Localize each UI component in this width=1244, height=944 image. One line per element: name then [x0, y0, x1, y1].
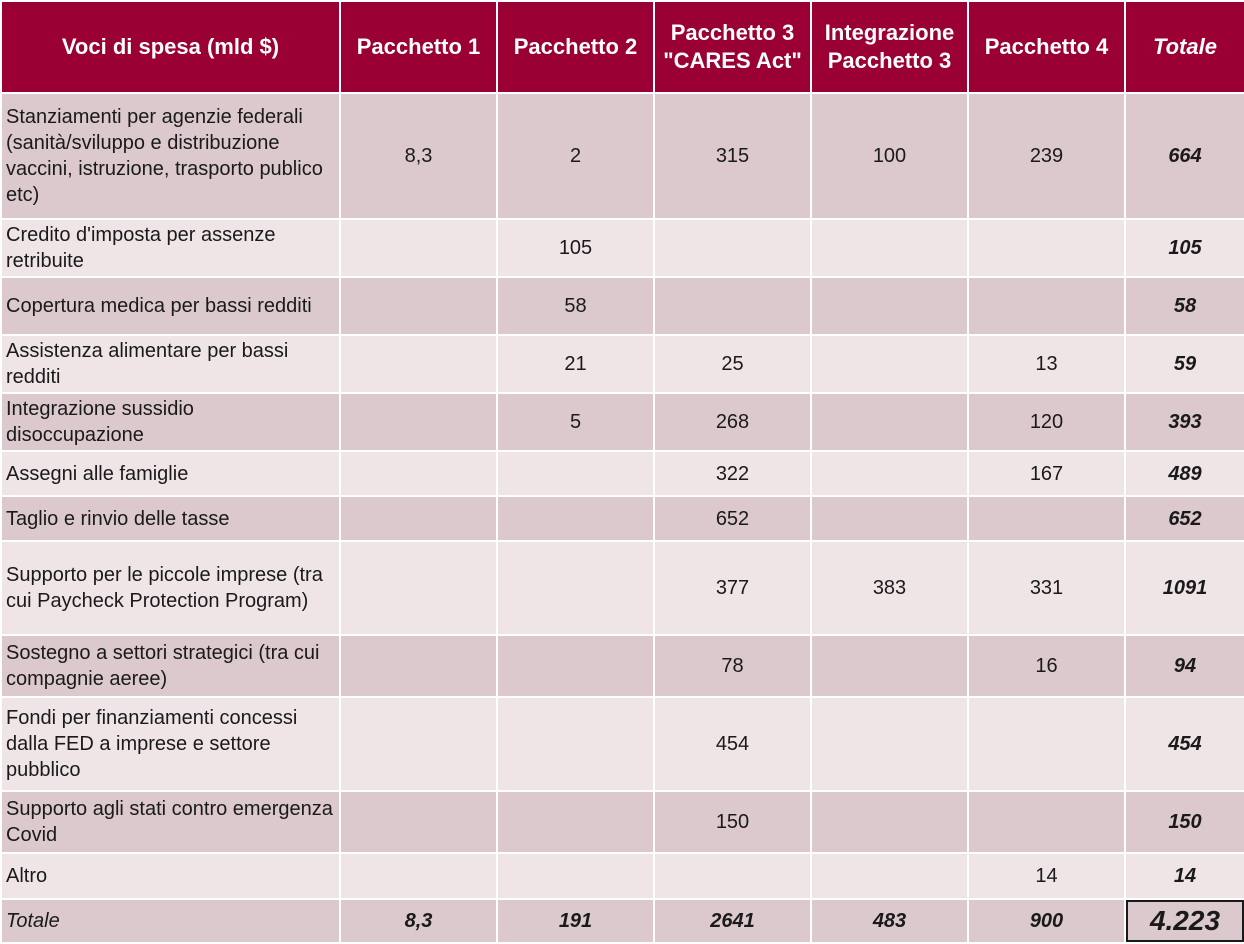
cell-integrazione — [811, 219, 968, 277]
table-row — [1, 335, 1244, 393]
table-row — [1, 451, 1244, 496]
cell-pacchetto-2: 21 — [497, 335, 654, 393]
cell-totale: 94 — [1125, 635, 1244, 697]
cell-integrazione — [811, 451, 968, 496]
cell-integrazione — [811, 335, 968, 393]
row-label: Integrazione sussidio disoccupazione — [1, 393, 340, 451]
cell-pacchetto-4: 14 — [968, 853, 1125, 899]
row-label: Assistenza alimentare per bassi redditi — [1, 335, 340, 393]
header-pacchetto-2: Pacchetto 2 — [497, 1, 654, 93]
cell-pacchetto-2 — [497, 451, 654, 496]
totals-row — [1, 899, 1244, 943]
cell-pacchetto-3: 652 — [654, 496, 811, 541]
cell-pacchetto-3: 150 — [654, 791, 811, 853]
cell-pacchetto-3: 25 — [654, 335, 811, 393]
cell-pacchetto-2 — [497, 635, 654, 697]
cell-pacchetto-3: 377 — [654, 541, 811, 635]
cell-integrazione — [811, 697, 968, 791]
cell-totale: 1091 — [1125, 541, 1244, 635]
grand-total: 4.223 — [1125, 899, 1244, 943]
row-label: Taglio e rinvio delle tasse — [1, 496, 340, 541]
cell-totale: 664 — [1125, 93, 1244, 219]
total-pacchetto-1: 8,3 — [340, 899, 497, 943]
cell-pacchetto-1 — [340, 853, 497, 899]
cell-integrazione — [811, 277, 968, 335]
cell-pacchetto-2 — [497, 541, 654, 635]
total-pacchetto-3: 2641 — [654, 899, 811, 943]
cell-pacchetto-4 — [968, 219, 1125, 277]
row-label: Assegni alle famiglie — [1, 451, 340, 496]
cell-pacchetto-2 — [497, 853, 654, 899]
header-integrazione-line1: Integrazione — [824, 20, 955, 45]
cell-pacchetto-1 — [340, 541, 497, 635]
header-pacchetto-3-line2: "CARES Act" — [663, 48, 802, 73]
cell-pacchetto-2 — [497, 697, 654, 791]
cell-pacchetto-3: 78 — [654, 635, 811, 697]
cell-pacchetto-4: 167 — [968, 451, 1125, 496]
row-label: Fondi per finanziamenti concessi dalla FED a imprese e settore pubblico — [1, 697, 340, 791]
cell-pacchetto-1: 8,3 — [340, 93, 497, 219]
table-row — [1, 697, 1244, 791]
table-row — [1, 277, 1244, 335]
cell-pacchetto-3: 322 — [654, 451, 811, 496]
table-row — [1, 853, 1244, 899]
header-pacchetto-3-line1: Pacchetto 3 — [670, 20, 795, 45]
header-pacchetto-3 — [654, 1, 811, 93]
table-row — [1, 393, 1244, 451]
table-row — [1, 219, 1244, 277]
cell-integrazione: 100 — [811, 93, 968, 219]
cell-totale: 150 — [1125, 791, 1244, 853]
totals-label: Totale — [1, 899, 340, 943]
cell-integrazione — [811, 635, 968, 697]
cell-pacchetto-4 — [968, 697, 1125, 791]
row-label: Supporto agli stati contro emergenza Covid — [1, 791, 340, 853]
cell-pacchetto-2: 5 — [497, 393, 654, 451]
cell-integrazione — [811, 791, 968, 853]
cell-integrazione — [811, 853, 968, 899]
cell-totale: 652 — [1125, 496, 1244, 541]
row-label: Sostegno a settori strategici (tra cui compagnie aeree) — [1, 635, 340, 697]
row-label: Stanziamenti per agenzie federali (sanità/sviluppo e distribuzione vaccini, istruzione, trasporto publico etc) — [1, 93, 340, 219]
cell-pacchetto-1 — [340, 393, 497, 451]
cell-pacchetto-1 — [340, 496, 497, 541]
table-body — [1, 93, 1244, 943]
row-label: Credito d'imposta per assenze retribuite — [1, 219, 340, 277]
cell-pacchetto-3: 268 — [654, 393, 811, 451]
cell-pacchetto-2: 105 — [497, 219, 654, 277]
cell-pacchetto-2 — [497, 791, 654, 853]
cell-pacchetto-3: 315 — [654, 93, 811, 219]
total-pacchetto-4: 900 — [968, 899, 1125, 943]
table-row — [1, 93, 1244, 219]
cell-pacchetto-4: 239 — [968, 93, 1125, 219]
total-pacchetto-2: 191 — [497, 899, 654, 943]
cell-pacchetto-1 — [340, 335, 497, 393]
cell-pacchetto-4: 16 — [968, 635, 1125, 697]
cell-pacchetto-3 — [654, 219, 811, 277]
cell-totale: 14 — [1125, 853, 1244, 899]
header-integrazione-pacchetto-3 — [811, 1, 968, 93]
table-row — [1, 496, 1244, 541]
cell-pacchetto-4: 13 — [968, 335, 1125, 393]
header-voci-di-spesa: Voci di spesa (mld $) — [1, 1, 340, 93]
header-integrazione-line2: Pacchetto 3 — [827, 48, 952, 73]
cell-totale: 393 — [1125, 393, 1244, 451]
table-row — [1, 791, 1244, 853]
cell-pacchetto-3 — [654, 277, 811, 335]
cell-totale: 105 — [1125, 219, 1244, 277]
table-row — [1, 541, 1244, 635]
cell-pacchetto-3: 454 — [654, 697, 811, 791]
cell-pacchetto-1 — [340, 635, 497, 697]
cell-pacchetto-2: 2 — [497, 93, 654, 219]
cell-pacchetto-1 — [340, 277, 497, 335]
table-row — [1, 635, 1244, 697]
cell-pacchetto-1 — [340, 697, 497, 791]
row-label: Copertura medica per bassi redditi — [1, 277, 340, 335]
header-row — [1, 1, 1244, 93]
cell-pacchetto-4 — [968, 791, 1125, 853]
cell-pacchetto-4: 331 — [968, 541, 1125, 635]
cell-totale: 454 — [1125, 697, 1244, 791]
cell-pacchetto-2 — [497, 496, 654, 541]
cell-pacchetto-4: 120 — [968, 393, 1125, 451]
header-pacchetto-1: Pacchetto 1 — [340, 1, 497, 93]
cell-totale: 489 — [1125, 451, 1244, 496]
table-header — [1, 1, 1244, 93]
cell-pacchetto-4 — [968, 277, 1125, 335]
cell-pacchetto-1 — [340, 451, 497, 496]
header-pacchetto-4: Pacchetto 4 — [968, 1, 1125, 93]
row-label: Supporto per le piccole imprese (tra cui Paycheck Protection Program) — [1, 541, 340, 635]
cell-pacchetto-2: 58 — [497, 277, 654, 335]
total-integrazione: 483 — [811, 899, 968, 943]
cell-integrazione — [811, 393, 968, 451]
cell-pacchetto-1 — [340, 791, 497, 853]
header-totale: Totale — [1125, 1, 1244, 93]
cell-totale: 58 — [1125, 277, 1244, 335]
cell-integrazione: 383 — [811, 541, 968, 635]
cell-totale: 59 — [1125, 335, 1244, 393]
cell-integrazione — [811, 496, 968, 541]
cell-pacchetto-3 — [654, 853, 811, 899]
row-label: Altro — [1, 853, 340, 899]
cell-pacchetto-4 — [968, 496, 1125, 541]
cell-pacchetto-1 — [340, 219, 497, 277]
